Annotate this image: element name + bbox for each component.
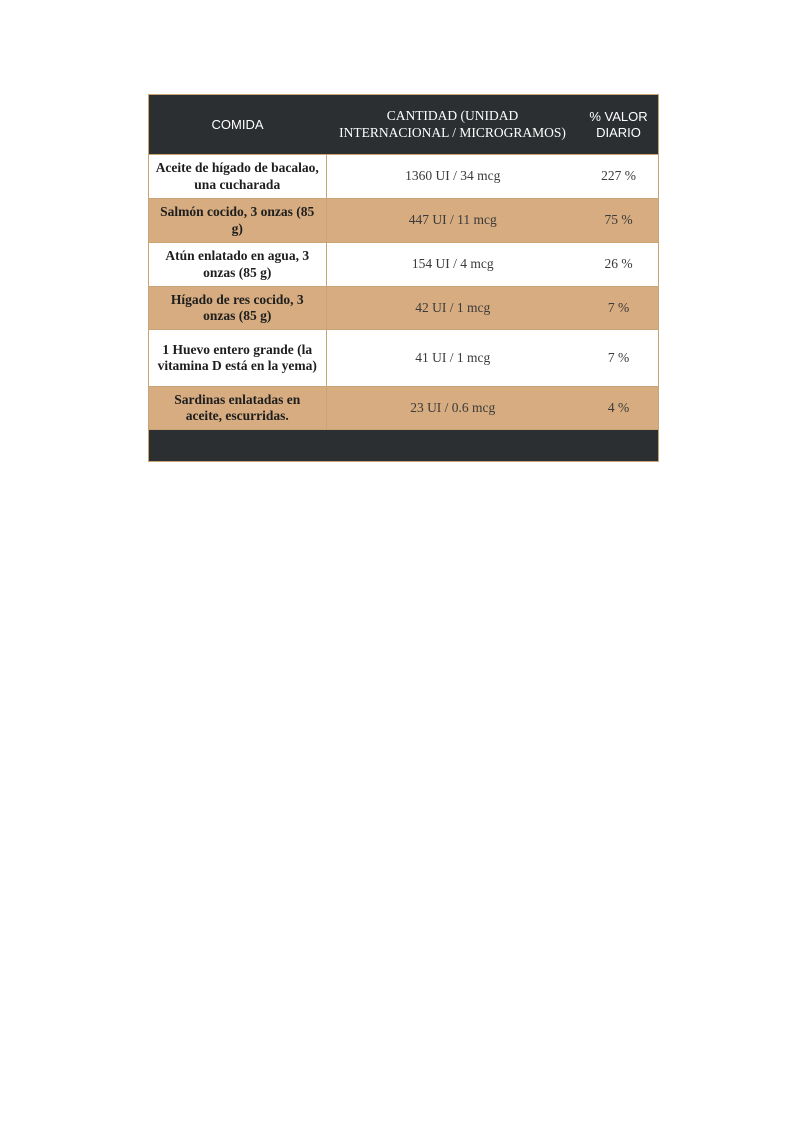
cell-amount: 23 UI / 0.6 mcg [326, 387, 579, 430]
cell-food: 1 Huevo entero grande (la vitamina D está en la yema) [149, 330, 326, 387]
cell-amount: 42 UI / 1 mcg [326, 287, 579, 330]
header-food: COMIDA [149, 95, 326, 155]
cell-amount: 41 UI / 1 mcg [326, 330, 579, 387]
cell-percent: 75 % [579, 199, 658, 243]
table-row [149, 199, 658, 243]
cell-percent: 4 % [579, 387, 658, 430]
cell-amount: 447 UI / 11 mcg [326, 199, 579, 243]
cell-food: Salmón cocido, 3 onzas (85 g) [149, 199, 326, 243]
vitamin-d-table-container [148, 94, 659, 462]
cell-food: Aceite de hígado de bacalao, una cucharada [149, 155, 326, 199]
table-row [149, 387, 658, 430]
cell-percent: 7 % [579, 287, 658, 330]
cell-amount: 1360 UI / 34 mcg [326, 155, 579, 199]
table-row [149, 243, 658, 287]
header-amount: CANTIDAD (UNIDAD INTERNACIONAL / MICROGRAMOS) [326, 95, 579, 155]
header-percent: % VALOR DIARIO [579, 95, 658, 155]
cell-food: Hígado de res cocido, 3 onzas (85 g) [149, 287, 326, 330]
table-footer-row [149, 430, 658, 459]
table-footer [149, 430, 658, 459]
cell-percent: 26 % [579, 243, 658, 287]
vitamin-d-foods-table [149, 95, 658, 458]
table-row [149, 155, 658, 199]
table-row [149, 287, 658, 330]
cell-food: Atún enlatado en agua, 3 onzas (85 g) [149, 243, 326, 287]
cell-percent: 227 % [579, 155, 658, 199]
cell-amount: 154 UI / 4 mcg [326, 243, 579, 287]
cell-percent: 7 % [579, 330, 658, 387]
table-row [149, 330, 658, 387]
cell-food: Sardinas enlatadas en aceite, escurridas. [149, 387, 326, 430]
table-header-row [149, 95, 658, 155]
